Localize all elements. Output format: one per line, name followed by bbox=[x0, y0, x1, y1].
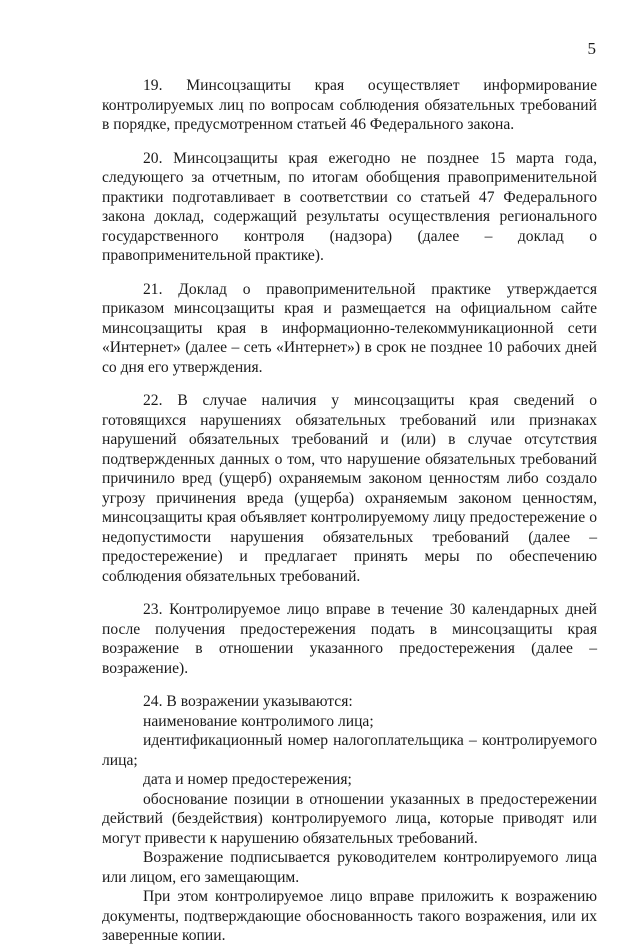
page-number: 5 bbox=[587, 39, 596, 58]
paragraph-23: 23. Контролируемое лицо вправе в течение 30 календарных дней после получения предостережения подать в минсоцзащиты края возражение в отношении указанного предостережения (далее – возражение). bbox=[102, 601, 597, 677]
paragraph-24: 24. В возражении указываются: bbox=[143, 693, 353, 710]
document-body bbox=[102, 76, 597, 946]
paragraph-24-item-inn: идентификационный номер налогоплательщика – контролируемого лица; bbox=[102, 732, 597, 769]
paragraph-20: 20. Минсоцзащиты края ежегодно не позднее 15 марта года, следующего за отчетным, по итогам обобщения правоприменительной практики подготавливает в соответствии со статьей 47 Федерального закона доклад, содержащий результаты осуществления регионального государственного контроля (надзора) (далее – доклад о правоприменительной практике). bbox=[102, 149, 597, 264]
paragraph-21: 21. Доклад о правоприменительной практике утверждается приказом минсоцзащиты края и размещается на официальном сайте минсоцзащиты края в информационно-телекоммуникационной сети «Интернет» (далее – сеть «Интернет») в срок не позднее 10 рабочих дней со дня его утверждения. bbox=[102, 280, 597, 376]
paragraph-24-item-justification: обоснование позиции в отношении указанных в предостережении действий (бездействия) контролируемого лица, которые приводят или могут привести к нарушению обязательных требований. bbox=[102, 790, 597, 847]
paragraph-24-item-name: наименование контролимого лица; bbox=[143, 712, 374, 730]
paragraph-24-attachments: При этом контролируемое лицо вправе приложить к возражению документы, подтверждающие обоснованность такого возражения, или их заверенные копии. bbox=[102, 888, 597, 944]
paragraph-19: 19. Минсоцзащиты края осуществляет информирование контролируемых лиц по вопросам соблюдения обязательных требований в порядке, предусмотренном статьей 46 Федерального закона. bbox=[102, 77, 597, 133]
paragraph-24-item-date: дата и номер предостережения; bbox=[143, 771, 352, 788]
paragraph-22: 22. В случае наличия у минсоцзащиты края сведений о готовящихся нарушениях обязательных требований или признаках нарушений обязательных требований и (или) в случае отсутствия подтвержденных данных о том, что нарушение обязательных требований причинило вред (ущерб) охраняемым законом ценностям либо создало угрозу причинения вреда (ущерба) охраняемым законом ценностям, минсоцзащиты края объявляет контролируемому лицу предостережение о недопустимости нарушения обязательных требований (далее – предостережение) и предлагает принять меры по обеспечению соблюдения обязательных требований. bbox=[102, 392, 597, 585]
paragraph-24-signature: Возражение подписывается руководителем контролируемого лица или лицом, его замещающим. bbox=[102, 849, 597, 886]
